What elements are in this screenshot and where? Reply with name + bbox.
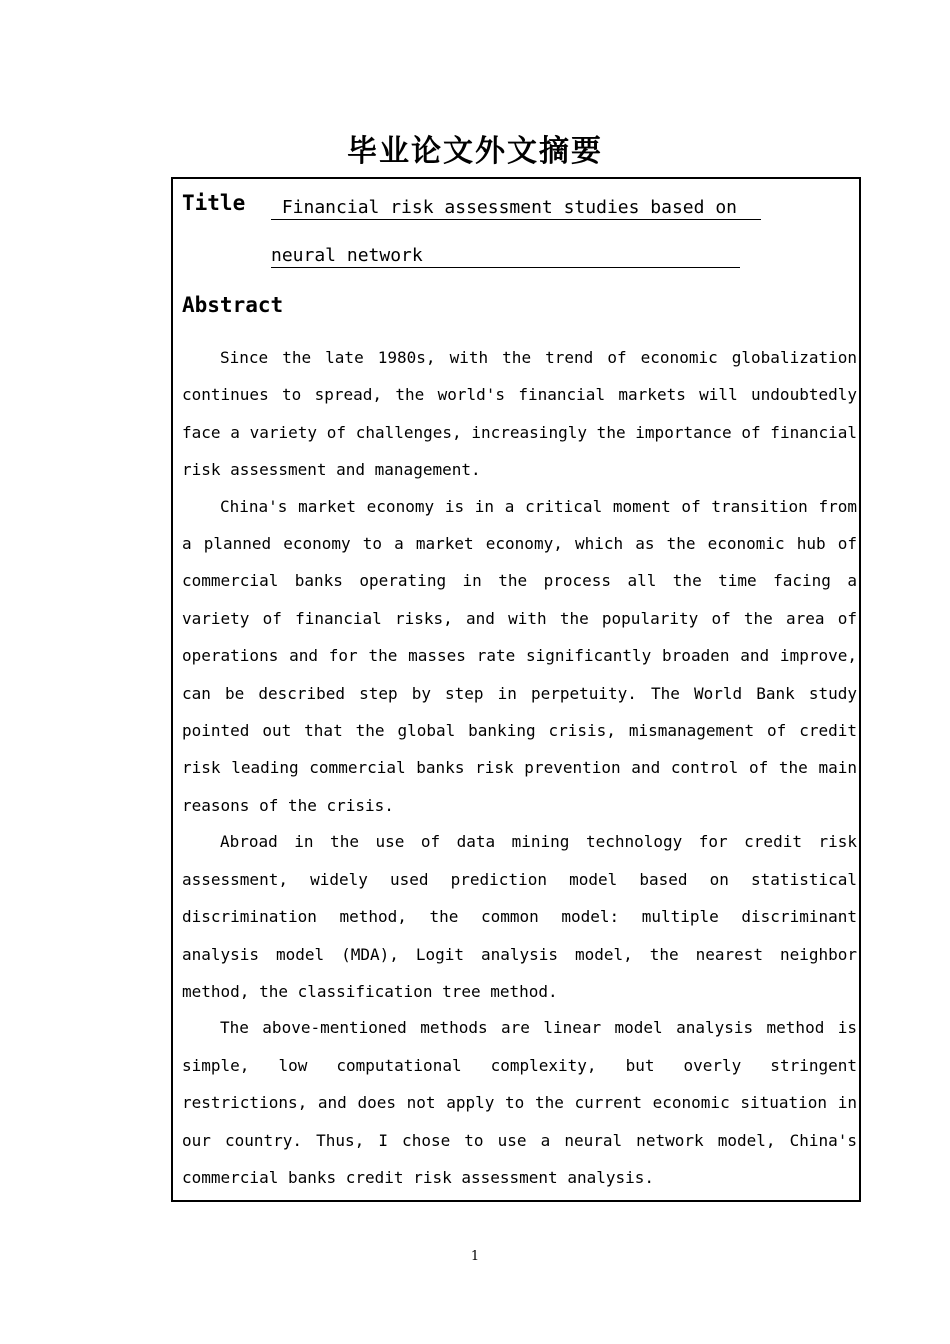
abstract-body <box>182 339 857 1195</box>
thesis-title-line-1: Financial risk assessment studies based on <box>271 197 761 220</box>
thesis-title-line-2: neural network <box>271 245 740 268</box>
page-title: 毕业论文外文摘要 <box>347 134 603 169</box>
abstract-heading: Abstract <box>182 293 284 317</box>
abstract-paragraph-3: Abroad in the use of data mining technology for credit risk assessment, widely used prediction model based on statistical discrimination method, the common model: multiple discriminant analysis model (MDA), Logit analysis model, the nearest neighbor method, the classification tree method. <box>182 832 857 1001</box>
page-number: 1 <box>470 1249 480 1264</box>
abstract-paragraph-1: Since the late 1980s, with the trend of economic globalization continues to spread, the world's financial markets will undoubtedly face a variety of challenges, increasingly the importance of financial risk assessment and management. <box>182 348 857 480</box>
abstract-frame <box>171 177 861 1202</box>
abstract-paragraph-4: The above-mentioned methods are linear model analysis method is simple, low computational complexity, but overly stringent restrictions, and does not apply to the current economic situation in our country. Thus, I chose to use a neural network model, China's commercial banks credit risk assessment analysis. <box>182 1018 857 1187</box>
title-label: Title <box>182 191 246 215</box>
abstract-paragraph-2: China's market economy is in a critical moment of transition from a planned economy to a market economy, which as the economic hub of commercial banks operating in the process all the time facing a variety of financial risks, and with the popularity of the area of operations and for the masses rate significantly broaden and improve, can be described step by step in perpetuity. The World Bank study pointed out that the global banking crisis, mismanagement of credit risk leading commercial banks risk prevention and control of the main reasons of the crisis. <box>182 496 857 815</box>
